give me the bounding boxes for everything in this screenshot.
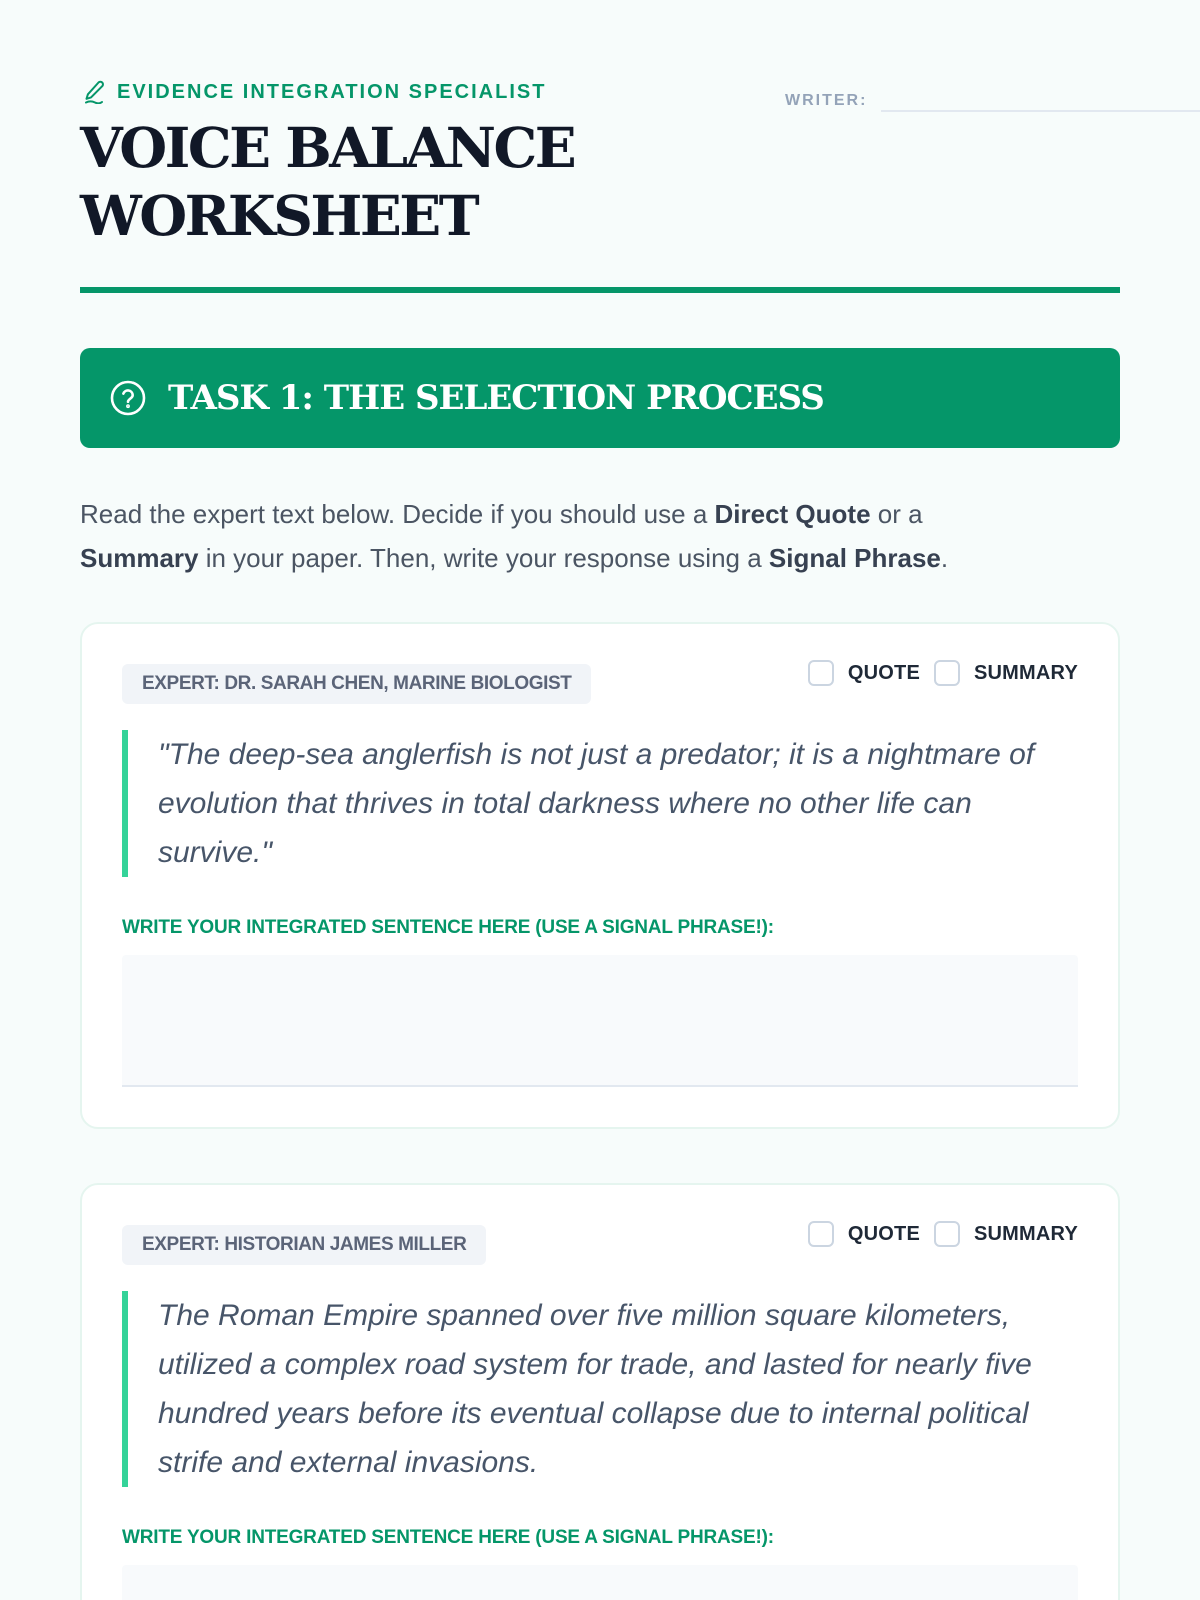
response-label: WRITE YOUR INTEGRATED SENTENCE HERE (USE A SIGNAL PHRASE!): [122,917,774,938]
intro-text-4: . [940,543,949,573]
evidence-card-2 [80,1183,1120,1600]
intro-bold-summary: Summary [80,543,199,573]
writer-input[interactable] [881,84,1200,112]
card-header [122,662,1078,704]
expert-tag: EXPERT: DR. SARAH CHEN, MARINE BIOLOGIST [122,664,591,704]
task-title: TASK 1: THE SELECTION PROCESS [168,378,824,418]
response-label: WRITE YOUR INTEGRATED SENTENCE HERE (USE A SIGNAL PHRASE!): [122,1527,774,1548]
quote-option-label: QUOTE [847,1222,920,1245]
page-title [80,114,640,250]
task-instructions [80,492,1120,580]
evidence-type-choices [808,660,1078,686]
title-line-1: VOICE BALANCE [80,115,575,180]
intro-text-3: in your paper. Then, write your response using a [198,543,769,573]
pen-icon [83,80,105,104]
summary-option-label: SUMMARY [974,1222,1078,1245]
quote-option-label: QUOTE [847,661,920,684]
expert-quote: "The deep-sea anglerfish is not just a predator; it is a nightmare of evolution that thrives in total darkness where no other life can survive." [122,730,1082,877]
quote-option[interactable] [808,1221,920,1247]
evidence-card-1 [80,622,1120,1129]
header-divider [80,287,1120,293]
summary-checkbox[interactable] [934,1221,960,1247]
intro-text-2: or a [870,499,923,529]
quote-checkbox[interactable] [808,660,834,686]
kicker-text: EVIDENCE INTEGRATION SPECIALIST [117,80,547,103]
quote-option[interactable] [808,660,920,686]
help-circle-icon [108,378,148,418]
evidence-type-choices [808,1221,1078,1247]
card-header [122,1223,1078,1265]
intro-bold-direct-quote: Direct Quote [714,499,871,529]
expert-quote: The Roman Empire spanned over five million square kilometers, utilized a complex road system for trade, and lasted for nearly five hundred years before its eventual collapse due to internal political strife and external invasions. [122,1291,1082,1487]
response-input[interactable] [122,1565,1078,1600]
task-banner [80,348,1120,448]
summary-option[interactable] [934,1221,1078,1247]
role-kicker [83,80,546,104]
writer-field [785,84,1200,112]
summary-checkbox[interactable] [934,660,960,686]
intro-text-1: Read the expert text below. Decide if you should use a [80,499,715,529]
response-input[interactable] [122,955,1078,1087]
intro-bold-signal-phrase: Signal Phrase [768,543,941,573]
quote-checkbox[interactable] [808,1221,834,1247]
summary-option-label: SUMMARY [974,661,1078,684]
title-line-2: WORKSHEET [80,183,478,248]
summary-option[interactable] [934,660,1078,686]
writer-label: WRITER: [785,92,868,109]
worksheet-header [80,0,1120,292]
expert-tag: EXPERT: HISTORIAN JAMES MILLER [122,1225,486,1265]
